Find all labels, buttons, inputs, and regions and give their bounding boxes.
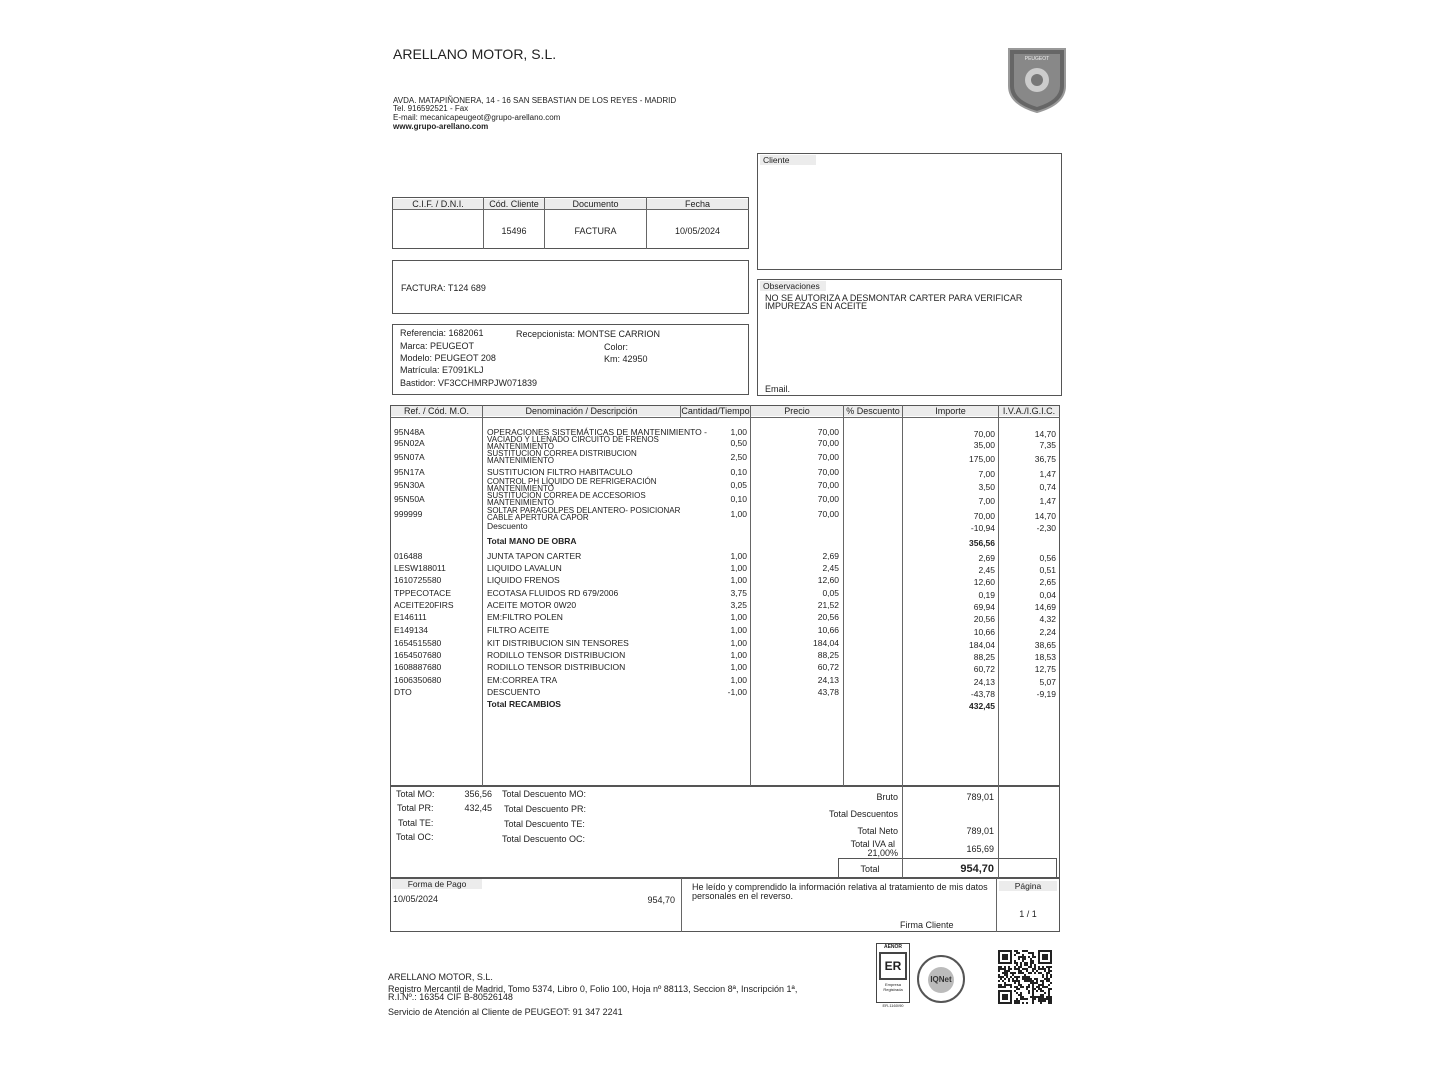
item-importe: 35,00 [973, 440, 995, 450]
item-price: 21,52 [817, 600, 839, 610]
bruto-label: Bruto [876, 792, 898, 802]
item-description: EM:CORREA TRA [487, 675, 558, 685]
col-ref-header: Ref. / Cód. M.O. [391, 406, 482, 416]
item-importe: 70,00 [973, 429, 995, 439]
item-description: RODILLO TENSOR DISTRIBUCION [487, 650, 626, 660]
total-neto-label: Total Neto [857, 826, 898, 836]
col-qty-header: Cantidad/Tiempo [681, 406, 750, 416]
total-iva-value: 165,69 [966, 844, 994, 854]
item-description: ECOTASA FLUIDOS RD 679/2006 [487, 588, 619, 598]
item-iva: 0,04 [1039, 590, 1056, 600]
documento-header: Documento [545, 199, 646, 209]
iqnet-badge: IQNet [917, 955, 965, 1003]
item-importe: 0,19 [978, 590, 995, 600]
item-description-line2: MANTENIMIENTO [487, 456, 554, 465]
item-iva: 2,24 [1039, 627, 1056, 637]
item-ref: 95N17A [394, 467, 425, 477]
item-importe: 20,56 [973, 614, 995, 624]
item-description: DESCUENTO [487, 687, 541, 697]
item-importe: 88,25 [973, 652, 995, 662]
qr-code [998, 950, 1052, 1004]
item-ref: TPPECOTACE [394, 588, 451, 598]
item-description: CONTROL PH LÍQUIDO DE REFRIGERACIÓN [487, 477, 657, 486]
item-quantity: 1,00 [730, 675, 747, 685]
total-descuentos-label: Total Descuentos [828, 809, 898, 819]
item-price: 60,72 [817, 662, 839, 672]
item-price: 20,56 [817, 612, 839, 622]
item-importe: 432,45 [969, 701, 995, 711]
item-price: 70,00 [817, 427, 839, 437]
item-ref: 1654515580 [394, 638, 442, 648]
item-price: 12,60 [817, 575, 839, 585]
item-iva: 1,47 [1039, 469, 1056, 479]
item-iva: 1,47 [1039, 496, 1056, 506]
item-ref: 1610725580 [394, 575, 442, 585]
item-importe: 12,60 [973, 577, 995, 587]
item-description-line2: MANTENIMIENTO [487, 498, 554, 507]
cliente-box [757, 153, 1062, 270]
item-quantity: 0,10 [730, 467, 747, 477]
total-label: Total [860, 864, 880, 874]
vehicle-color: Color: [604, 342, 629, 352]
item-description: LIQUIDO FRENOS [487, 575, 560, 585]
item-iva: 5,07 [1039, 677, 1056, 687]
item-ref: E149134 [394, 625, 429, 635]
cif-header: C.I.F. / D.N.I. [393, 199, 483, 209]
privacy-line2: personales en el reverso. [692, 891, 794, 901]
item-quantity: 1,00 [730, 662, 747, 672]
company-name: ARELLANO MOTOR, S.L. [393, 46, 557, 62]
fecha-value: 10/05/2024 [674, 226, 721, 236]
item-ref: 1608887680 [394, 662, 442, 672]
item-importe: 7,00 [978, 469, 995, 479]
peugeot-logo [1006, 46, 1068, 114]
item-iva: 18,53 [1034, 652, 1056, 662]
item-ref: 95N48A [394, 427, 425, 437]
vehicle-recepcionista: Recepcionista: MONTSE CARRION [516, 329, 661, 339]
item-ref: 95N02A [394, 438, 425, 448]
item-quantity: 1,00 [730, 427, 747, 437]
item-price: 70,00 [817, 480, 839, 490]
item-description: EM:FILTRO POLEN [487, 612, 563, 622]
item-importe: 175,00 [969, 454, 995, 464]
item-description-line2: CABLE APERTURA CAPOR [487, 513, 589, 522]
col-price-header: Precio [751, 406, 843, 416]
item-quantity: 1,00 [730, 625, 747, 635]
item-iva: 0,51 [1039, 565, 1056, 575]
item-description: SOLTAR PARAGOLPES DELANTERO- POSICIONAR [487, 506, 681, 515]
item-importe: 70,00 [973, 511, 995, 521]
footer-registro: Registro Mercantil de Madrid, Tomo 5374, Libro 0, Folio 100, Hoja nº 88113, Seccion 8ª, Inscripción 1ª, [388, 984, 798, 994]
item-iva: 0,74 [1039, 482, 1056, 492]
total-pr-value: 432,45 [464, 803, 492, 813]
vehicle-bastidor: Bastidor: VF3CCHMRPJW071839 [400, 378, 538, 388]
item-ref: 1606350680 [394, 675, 442, 685]
company-web: www.grupo-arellano.com [393, 122, 489, 131]
item-importe: -10,94 [970, 523, 995, 533]
total-desc-pr: Total Descuento PR: [504, 804, 587, 814]
item-iva: 38,65 [1034, 640, 1056, 650]
item-iva: -9,19 [1036, 689, 1056, 699]
observaciones-label: Observaciones [760, 281, 826, 291]
item-quantity: 1,00 [730, 509, 747, 519]
svg-text:PEUGEOT: PEUGEOT [1024, 56, 1050, 62]
item-description: FILTRO ACEITE [487, 625, 550, 635]
footer-company: ARELLANO MOTOR, S.L. [388, 972, 493, 982]
item-iva: -2,30 [1036, 523, 1056, 533]
item-ref: 95N50A [394, 494, 425, 504]
cod-cliente-value: 15496 [501, 226, 527, 236]
item-quantity: 2,50 [730, 452, 747, 462]
total-neto-value: 789,01 [966, 826, 994, 836]
item-price: 70,00 [817, 452, 839, 462]
item-iva: 12,75 [1034, 664, 1056, 674]
factura-number: FACTURA: T124 689 [401, 283, 486, 293]
item-description: OPERACIONES SISTEMÁTICAS DE MANTENIMIENTO - [487, 427, 707, 437]
email-label: Email. [765, 384, 791, 394]
item-description: SUSTITUCION CORREA DE ACCESORIOS [487, 491, 646, 500]
item-quantity: 1,00 [730, 551, 747, 561]
item-iva: 14,70 [1034, 511, 1056, 521]
footer-service: Servicio de Atención al Cliente de PEUGEOT: 91 347 2241 [388, 1007, 623, 1017]
item-importe: 3,50 [978, 482, 995, 492]
item-price: 2,69 [822, 551, 839, 561]
col-imp-header: Importe [903, 406, 998, 416]
item-price: 70,00 [817, 438, 839, 448]
company-email: E-mail: mecanicapeugeot@grupo-arellano.com [393, 113, 561, 122]
total-mo-value: 356,56 [464, 789, 492, 799]
item-ref: E146111 [394, 612, 427, 622]
company-address: AVDA. MATAPIÑONERA, 14 - 16 SAN SEBASTIAN DE LOS REYES - MADRID [393, 96, 677, 105]
item-ref: ACEITE20FIRS [394, 600, 454, 610]
total-iva-label1: Total IVA al [850, 839, 895, 849]
documento-value: FACTURA [574, 226, 617, 236]
item-price: 10,66 [817, 625, 839, 635]
peugeot-shield-icon [1006, 46, 1068, 114]
item-importe: 24,13 [973, 677, 995, 687]
vehicle-referencia: Referencia: 1682061 [400, 328, 484, 338]
item-quantity: 3,25 [730, 600, 747, 610]
item-price: 88,25 [817, 650, 839, 660]
cliente-label: Cliente [760, 155, 816, 165]
item-iva: 4,32 [1039, 614, 1056, 624]
total-te-label: Total TE: [398, 818, 434, 828]
item-iva: 14,69 [1034, 602, 1056, 612]
item-description: RODILLO TENSOR DISTRIBUCION [487, 662, 626, 672]
item-quantity: 0,10 [730, 494, 747, 504]
item-price: 70,00 [817, 494, 839, 504]
total-desc-mo: Total Descuento MO: [502, 789, 587, 799]
item-importe: 10,66 [973, 627, 995, 637]
item-ref: 95N07A [394, 452, 425, 462]
item-description: KIT DISTRIBUCION SIN TENSORES [487, 638, 629, 648]
item-description: JUNTA TAPON CARTER [487, 551, 582, 561]
item-ref: 95N30A [394, 480, 425, 490]
col-iva-header: I.V.A./I.G.I.C. [999, 406, 1059, 416]
item-iva: 36,75 [1034, 454, 1056, 464]
item-quantity: 3,75 [730, 588, 747, 598]
item-description-line2: MANTENIMIENTO [487, 484, 554, 493]
item-importe: 7,00 [978, 496, 995, 506]
total-oc-label: Total OC: [396, 832, 434, 842]
item-price: 43,78 [817, 687, 839, 697]
item-ref: 016488 [394, 551, 423, 561]
item-importe: 356,56 [969, 538, 995, 548]
item-quantity: 1,00 [730, 650, 747, 660]
item-price: 2,45 [822, 563, 839, 573]
pago-date: 10/05/2024 [393, 894, 439, 904]
item-iva: 0,56 [1039, 553, 1056, 563]
item-description: VACIADO Y LLENADO CIRCUITO DE FRENOS [487, 435, 659, 444]
item-price: 184,04 [813, 638, 839, 648]
item-iva: 2,65 [1039, 577, 1056, 587]
col-disc-header: % Descuento [844, 406, 902, 416]
col-desc-header: Denominación / Descripción [483, 406, 680, 416]
item-description: Descuento [487, 521, 528, 531]
footer-rin: R.I.Nº.: 16354 CIF B-80526148 [388, 992, 513, 1002]
company-tel: Tel. 916592521 - Fax [393, 104, 469, 113]
item-quantity: 1,00 [730, 612, 747, 622]
total-desc-oc: Total Descuento OC: [502, 834, 586, 844]
item-description: LIQUIDO LAVALUN [487, 563, 562, 573]
total-desc-te: Total Descuento TE: [504, 819, 585, 829]
item-description: Total RECAMBIOS [487, 699, 561, 709]
item-quantity: 1,00 [730, 638, 747, 648]
item-quantity: 0,50 [730, 438, 747, 448]
item-iva: 7,35 [1039, 440, 1056, 450]
total-pr-label: Total PR: [397, 803, 434, 813]
item-iva: 14,70 [1034, 429, 1056, 439]
item-description: SUSTITUCION CORREA DISTRIBUCION [487, 449, 637, 458]
item-quantity: 1,00 [730, 563, 747, 573]
pago-amount: 954,70 [647, 895, 675, 905]
observaciones-line1: NO SE AUTORIZA A DESMONTAR CARTER PARA VERIFICAR [765, 293, 1023, 303]
item-ref: LESW188011 [394, 563, 446, 573]
item-quantity: -1,00 [727, 687, 747, 697]
item-description: ACEITE MOTOR 0W20 [487, 600, 577, 610]
item-importe: 2,45 [978, 565, 995, 575]
vehicle-km: Km: 42950 [604, 354, 648, 364]
firma-cliente-label: Firma Cliente [900, 920, 954, 930]
item-ref: DTO [394, 687, 412, 697]
item-importe: 184,04 [969, 640, 995, 650]
qr-code-icon [998, 950, 1052, 1004]
item-quantity: 0,05 [730, 480, 747, 490]
observaciones-line2: IMPUREZAS EN ACEITE [765, 301, 868, 311]
item-price: 24,13 [817, 675, 839, 685]
privacy-line1: He leído y comprendido la información relativa al tratamiento de mis datos [692, 882, 988, 892]
item-price: 70,00 [817, 509, 839, 519]
bruto-value: 789,01 [966, 792, 994, 802]
total-iva-label2: 21,00% [867, 848, 898, 858]
total-value: 954,70 [960, 863, 994, 875]
item-price: 0,05 [822, 588, 839, 598]
vehicle-modelo: Modelo: PEUGEOT 208 [400, 353, 496, 363]
item-importe: 69,94 [973, 602, 995, 612]
item-ref: 999999 [394, 509, 423, 519]
item-description-line2: MANTENIMIENTO [487, 442, 554, 451]
item-description: Total MANO DE OBRA [487, 536, 577, 546]
aenor-er-badge: AENOR ER Empresa Registrada ER-1160/90 [876, 943, 910, 1009]
item-importe: 60,72 [973, 664, 995, 674]
pagina-value: 1 / 1 [1019, 909, 1037, 919]
item-price: 70,00 [817, 467, 839, 477]
item-quantity: 1,00 [730, 575, 747, 585]
vehicle-matricula: Matrícula: E7091KLJ [400, 365, 484, 375]
forma-pago-label: Forma de Pago [392, 879, 482, 889]
item-importe: -43,78 [970, 689, 995, 699]
item-description: SUSTITUCION FILTRO HABITACULO [487, 467, 633, 477]
item-ref: 1654507680 [394, 650, 442, 660]
pagina-label: Página [999, 881, 1057, 891]
total-mo-label: Total MO: [396, 789, 435, 799]
item-importe: 2,69 [978, 553, 995, 563]
cod-cliente-header: Cód. Cliente [484, 199, 544, 209]
vehicle-marca: Marca: PEUGEOT [400, 341, 475, 351]
fecha-header: Fecha [647, 199, 748, 209]
